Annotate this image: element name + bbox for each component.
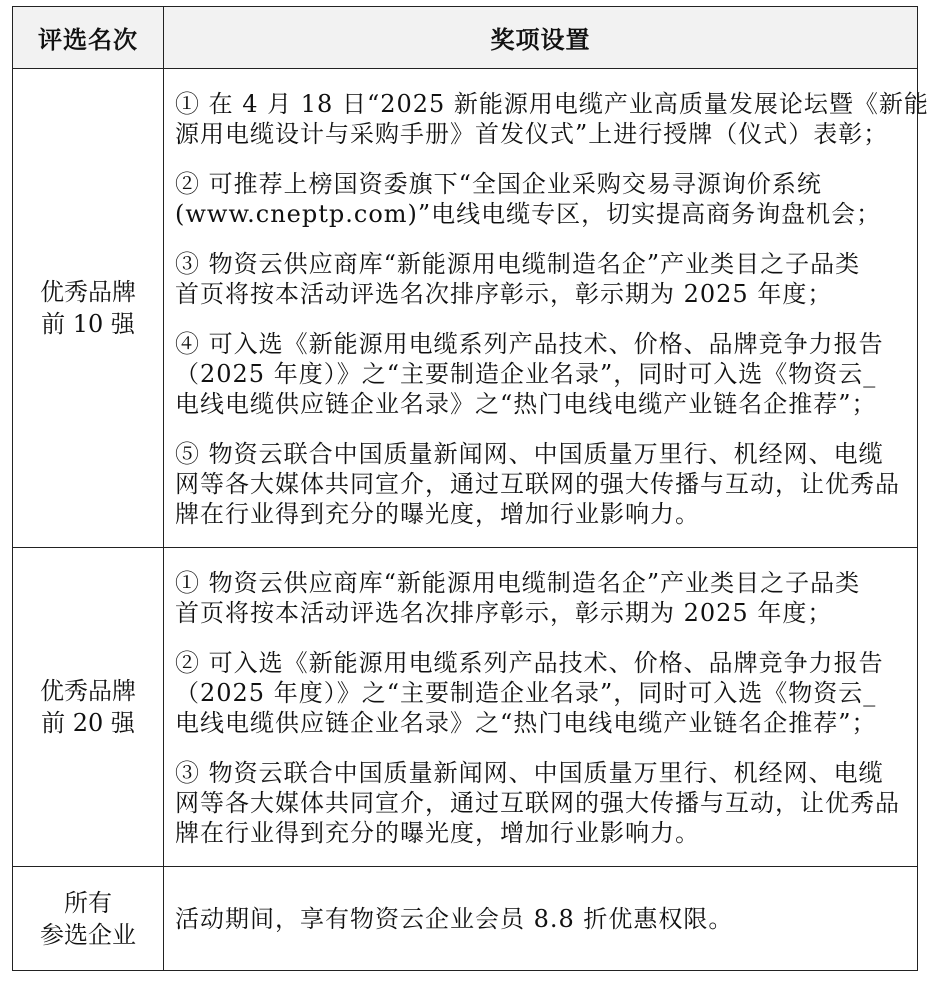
award-line: 活动期间，享有物资云企业会员 8.8 折优惠权限。 — [175, 904, 734, 933]
rank-cell — [13, 548, 164, 867]
award-line: ③ 物资云供应商库“新能源用电缆制造名企”产业类目之子品类 — [175, 250, 861, 278]
award-item — [175, 904, 917, 934]
award-table — [12, 6, 929, 971]
award-line: ② 可入选《新能源用电缆系列产品技术、价格、品牌竞争力报告 — [175, 649, 884, 677]
award-cell — [164, 867, 918, 971]
award-line: 首页将按本活动评选名次排序彰示，彰示期为 2025 年度； — [175, 599, 833, 627]
award-line: ⑤ 物资云联合中国质量新闻网、中国质量万里行、机经网、电缆 — [175, 440, 884, 468]
award-line: （2025 年度）》之“主要制造企业名录”，同时可入选《物资云_ — [175, 360, 877, 388]
award-line: 电线电缆供应链企业名录》之“热门电线电缆产业链名企推荐”； — [175, 709, 877, 737]
rank-cell — [13, 867, 164, 971]
award-item — [175, 89, 929, 149]
header-row — [13, 7, 918, 69]
award-line: 电线电缆供应链企业名录》之“热门电线电缆产业链名企推荐”； — [175, 390, 877, 418]
award-line: ① 物资云供应商库“新能源用电缆制造名企”产业类目之子品类 — [175, 569, 861, 597]
award-item — [175, 568, 917, 628]
award-line: 网等各大媒体共同宣介，通过互联网的强大传播与互动，让优秀品 — [175, 789, 900, 817]
award-cell — [164, 548, 918, 867]
rank-line: 优秀品牌 — [40, 278, 136, 306]
award-item — [175, 169, 917, 229]
table-row-top20 — [13, 548, 918, 867]
rank-line: 所有 — [64, 888, 112, 917]
award-line: 首页将按本活动评选名次排序彰示，彰示期为 2025 年度； — [175, 280, 833, 308]
award-line: ③ 物资云联合中国质量新闻网、中国质量万里行、机经网、电缆 — [175, 759, 884, 787]
award-line: ① 在 4 月 18 日“2025 新能源用电缆产业高质量发展论坛暨《新能 — [175, 90, 929, 118]
award-line: （2025 年度）》之“主要制造企业名录”，同时可入选《物资云_ — [175, 679, 877, 707]
award-item — [175, 329, 917, 419]
table-row-top10 — [13, 69, 918, 548]
award-item — [175, 439, 917, 529]
award-line: 源用电缆设计与采购手册》首发仪式”上进行授牌（仪式）表彰； — [175, 120, 889, 148]
award-item — [175, 758, 917, 848]
award-item — [175, 249, 917, 309]
rank-line: 前 10 强 — [41, 310, 135, 338]
rank-cell — [13, 69, 164, 548]
rank-line: 优秀品牌 — [40, 677, 136, 705]
rank-column-header: 评选名次 — [13, 7, 164, 69]
award-line: ④ 可入选《新能源用电缆系列产品技术、价格、品牌竞争力报告 — [175, 330, 884, 358]
award-cell — [164, 69, 929, 548]
award-item — [175, 648, 917, 738]
rank-line: 参选企业 — [40, 920, 136, 949]
rank-line: 前 20 强 — [41, 709, 135, 737]
table-row-all-participants — [13, 867, 918, 971]
award-column-header: 奖项设置 — [164, 7, 918, 69]
award-line: 牌在行业得到充分的曝光度，增加行业影响力。 — [175, 500, 700, 528]
award-line: ② 可推荐上榜国资委旗下“全国企业采购交易寻源询价系统 — [175, 170, 822, 198]
award-line: 网等各大媒体共同宣介，通过互联网的强大传播与互动，让优秀品 — [175, 470, 900, 498]
award-line: (www.cneptp.com)”电线电缆专区，切实提高商务询盘机会； — [175, 200, 882, 228]
award-line: 牌在行业得到充分的曝光度，增加行业影响力。 — [175, 819, 700, 847]
